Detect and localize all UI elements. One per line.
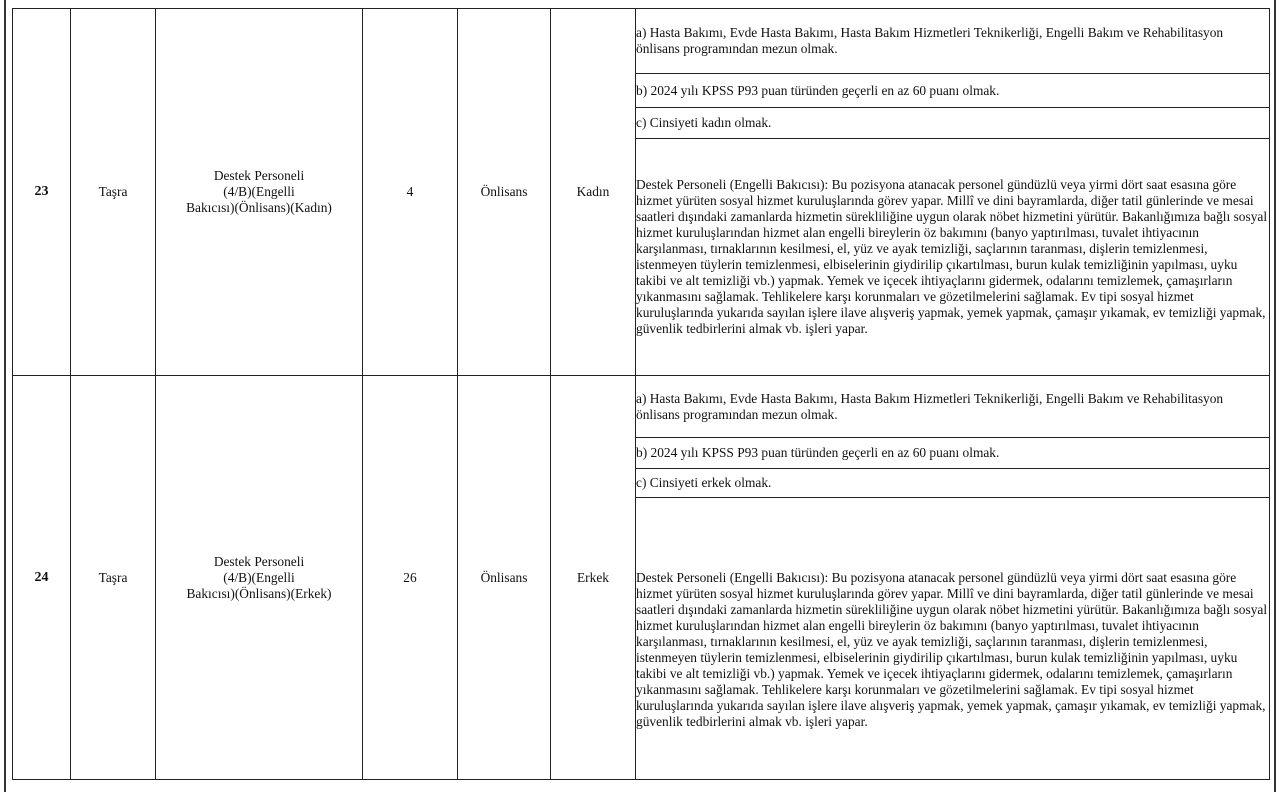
requirement-c: c) Cinsiyeti erkek olmak. <box>636 469 1270 498</box>
table-row <box>13 376 1270 438</box>
requirement-b: b) 2024 yılı KPSS P93 puan türünden geçerli en az 60 puanı olmak. <box>636 438 1270 469</box>
job-description <box>636 139 1270 376</box>
location-cell: Taşra <box>71 9 156 376</box>
position-title-line: Destek Personeli <box>213 553 305 569</box>
position-title-cell <box>156 376 363 780</box>
table-row <box>13 9 1270 74</box>
job-description-text: Destek Personeli (Engelli Bakıcısı): Bu pozisyona atanacak personel gündüzlü veya yirmi dört saat esasına göre hizmet yürüten sosyal hizmet kuruluşlarında görev yapar. Millî ve dini bayramlarda, diğer tatil günlerinde ve mesai saatleri dışındaki zamanlarda hizmetin sürekliliğine uygun olarak nöbet hizmetini yürütür. Bakanlığımıza bağlı sosyal hizmet kuruluşlarından hizmet alan engelli bireylerin öz bakımını (banyo yaptırılması, tuvalet ihtiyacının karşılanması, tırnaklarının kesilmesi, el, yüz ve ayak temizliği, saçlarının taranması, dişlerin temizlenmesi, istenmeyen tüylerin temizlenmesi, elbiselerinin giydirilip çıkartılması, burun kulak temizliğinin yapılması, uyku takibi ve alt temizliği vb.) yapmak. Yemek ve içecek ihtiyaçlarını gidermek, odalarını temizlemek, çamaşırların yıkanmasını sağlamak. Tehlikelere karşı korunmaları ve gözetilmelerini sağlamak. Ev tipi sosyal hizmet kuruluşlarında yukarıda sayılan işlere ilave alışveriş yapmak, yemek yapmak, çamaşır yıkamak, ev temizliği yapmak, güvenlik tedbirlerini almak vb. işleri yapar. <box>636 177 1268 336</box>
position-title-line: Bakıcısı)(Önlisans)(Kadın) <box>186 200 332 215</box>
quota-cell: 26 <box>363 376 458 780</box>
gender-cell: Kadın <box>551 9 636 376</box>
location-cell: Taşra <box>71 376 156 780</box>
requirement-b: b) 2024 yılı KPSS P93 puan türünden geçerli en az 60 puanı olmak. <box>636 74 1270 108</box>
education-cell: Önlisans <box>458 9 551 376</box>
quota-cell: 4 <box>363 9 458 376</box>
position-title-cell <box>156 9 363 376</box>
position-title-line: Bakıcısı)(Önlisans)(Erkek) <box>186 585 332 601</box>
positions-table <box>12 8 1270 780</box>
job-description <box>636 498 1270 780</box>
position-title-line: (4/B)(Engelli <box>223 569 295 585</box>
job-description-text: Destek Personeli (Engelli Bakıcısı): Bu pozisyona atanacak personel gündüzlü veya yirmi dört saat esasına göre hizmet yürüten sosyal hizmet kuruluşlarında görev yapar. Millî ve dini bayramlarda, diğer tatil günlerinde ve mesai saatleri dışındaki zamanlarda hizmetin sürekliliğine uygun olarak nöbet hizmetini yürütür. Bakanlığımıza bağlı sosyal hizmet kuruluşlarından hizmet alan engelli bireylerin öz bakımını (banyo yaptırılması, tuvalet ihtiyacının karşılanması, tırnaklarının kesilmesi, el, yüz ve ayak temizliği, saçlarının taranması, dişlerin temizlenmesi, istenmeyen tüylerin temizlenmesi, elbiselerinin giydirilip çıkartılması, burun kulak temizliğinin yapılması, uyku takibi ve alt temizliği vb.) yapmak. Yemek ve içecek ihtiyaçlarını gidermek, odalarını temizlemek, çamaşırların yıkanmasını sağlamak. Tehlikelere karşı korunmaları ve gözetilmelerini sağlamak. Ev tipi sosyal hizmet kuruluşlarında yukarıda sayılan işlere ilave alışveriş yapmak, yemek yapmak, çamaşır yıkamak, ev temizliği yapmak, güvenlik tedbirlerini almak vb. işleri yapar. <box>636 569 1268 729</box>
position-title-line: Destek Personeli <box>213 168 305 183</box>
requirement-c: c) Cinsiyeti kadın olmak. <box>636 108 1270 139</box>
position-title-line: (4/B)(Engelli <box>223 184 295 199</box>
requirement-a: a) Hasta Bakımı, Evde Hasta Bakımı, Hasta Bakım Hizmetleri Teknikerliği, Engelli Bakım ve Rehabilitasyon önlisans programından mezun olmak. <box>636 9 1270 74</box>
row-number: 23 <box>13 9 71 376</box>
requirement-a: a) Hasta Bakımı, Evde Hasta Bakımı, Hasta Bakım Hizmetleri Teknikerliği, Engelli Bakım ve Rehabilitasyon önlisans programından mezun olmak. <box>636 376 1270 438</box>
gender-cell: Erkek <box>551 376 636 780</box>
education-cell: Önlisans <box>458 376 551 780</box>
row-number: 24 <box>13 376 71 780</box>
